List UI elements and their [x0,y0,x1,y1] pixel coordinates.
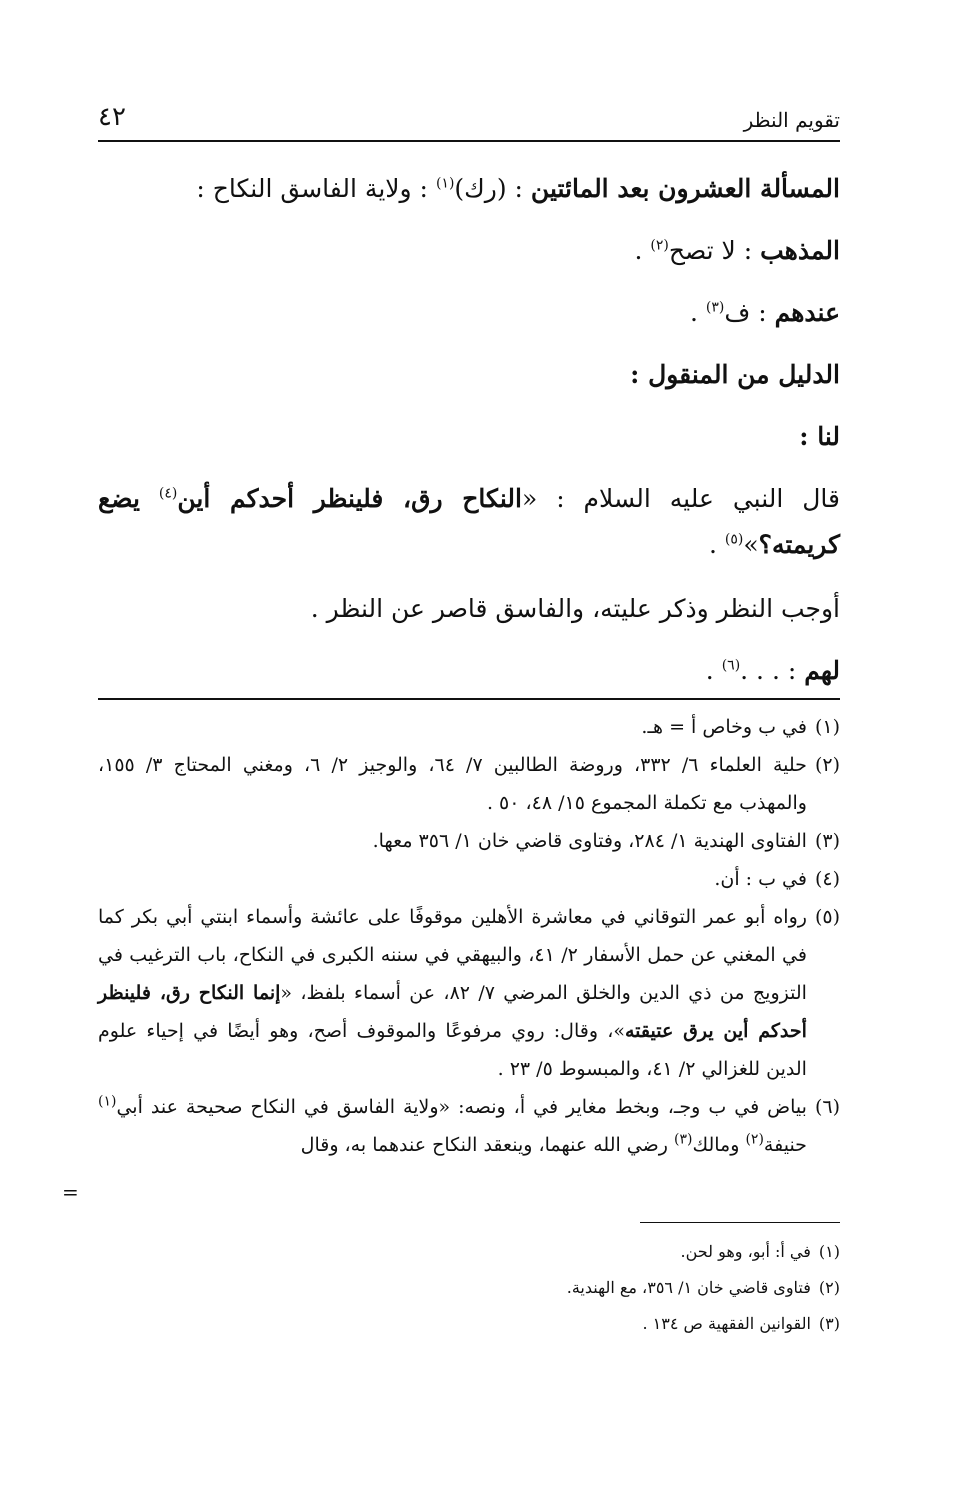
madhhab-label: المذهب [760,236,840,265]
footnote-text-part: بياض في ب وجـ، وبخط مغاير في أ، ونصه: «ولاية الفاسق في النكاح صحيحة عند أبي [116,1096,807,1118]
argument-line: أوجب النظر وذكر عليته، والفاسق قاصر عن النظر . [310,594,840,623]
subnote-text: القوانين الفقهية ص ١٣٤ . [642,1314,811,1333]
footnote-number: (٣) [814,830,840,852]
footnote-text-part: »، وقال: روي مرفوعًا والموقوف أصح، وهو أيضًا في إحياء علوم الدين للغزالي ٢/ ٤١، والمبسوط ٥/ ٢٣ . [98,1020,807,1080]
running-title: تقويم النظر [743,108,840,132]
quote-mark: » [743,530,759,559]
hadith-intro: قال النبي عليه السلام : « [521,484,840,513]
footnote-number: (٢) [814,754,840,776]
footnote-number: (٥) [814,906,840,928]
footnote-text-part: ومالك [692,1134,746,1156]
opponents-label: عندهم [774,298,840,327]
subnote-text: فتاوى قاضي خان ١/ ٣٥٦، مع الهندية. [566,1278,811,1297]
for-them-line [98,640,840,702]
subnote-ref: (٢) [745,1131,764,1148]
page-header [98,92,840,132]
main-text [98,158,840,702]
hadith-text-end: يضع [98,484,140,513]
issue-topic: : ولاية الفاسق النكاح : [196,174,428,203]
page-number: ٤٢ [98,102,126,132]
footnote-ref: (٣) [705,299,725,316]
madhhab-line [98,220,840,282]
issue-code: : (رك) [454,174,523,203]
subnote-rule [640,1222,840,1223]
ellipsis: : . . . [740,656,797,685]
footnote-ref: (٥) [724,531,744,548]
footnote-text: حلية العلماء ٦/ ٣٣٢، وروضة الطالبين ٧/ ٦٤، والوجيز ٢/ ٦، ومغني المحتاج ٣/ ١٥٥، والمهذب مع تكملة المجموع ١٥/ ٤٨، ٥٠ . [98,754,807,814]
footnote-quote: إنما النكاح رق، فلينظر أحدكم أين يرق عتيقته [98,982,807,1042]
hadith-text: النكاح رق، فلينظر أحدكم أين [177,484,522,513]
footnotes [98,708,840,1164]
footnote [98,822,840,860]
opponents-ruling: : ف [724,298,767,327]
footnote-text [98,898,807,1088]
footnote-ref: (٤) [158,485,178,502]
for-us-heading: لنا : [799,422,840,451]
punctuation: . [705,656,714,685]
header-rule [98,140,840,142]
subnote-ref: (٣) [674,1131,693,1148]
footnote-text: الفتاوى الهندية ١/ ٢٨٤، وفتاوى قاضي خان ١/ ٣٥٦ معها. [372,830,807,852]
footnote-number: (٤) [814,868,840,890]
footnote-text-part: رواه أبو عمر التوقاني في معاشرة الأهلين موقوفًا على عائشة وأسماء ابنتي أبي بكر كما في المغني عن حمل الأسفار ٢/ ٤١، والبيهقي في سننه الكبرى في النكاح، باب الترغيب في التزويج من ذي الدين والخلق المرضي ٧/ ٨٢، عن أسماء بلفظ، « [98,906,807,1004]
subnote [98,1270,840,1306]
punctuation: . [709,530,717,559]
footnote-number: (١) [814,716,840,738]
punctuation: . [689,298,698,327]
subnote [98,1234,840,1270]
evidence-heading: الدليل من المنقول : [630,360,840,389]
footnote-text-part: حنيفة [763,1134,807,1156]
subnote-number: (١) [818,1242,840,1261]
punctuation: . [634,236,643,265]
footnote-text: في ب : أن. [714,868,807,890]
subnote [98,1306,840,1342]
footnote-text [98,1088,807,1164]
footnote-ref: (٦) [721,657,741,674]
footnote-ref: (٢) [650,237,669,254]
footnote-number: (٦) [814,1096,840,1118]
subnote-number: (٢) [818,1278,840,1297]
opponents-line [98,282,840,344]
subnote-ref: (١) [98,1093,117,1110]
footnote [98,860,840,898]
footnote [98,708,840,746]
issue-heading [98,158,840,220]
subnote-number: (٣) [818,1314,840,1333]
footnote-text: في ب وخاص أ = هـ. [641,716,807,738]
for-them-label: لهم [804,656,840,685]
madhhab-ruling: : لا تصح [668,236,753,265]
footnote-ref: (١) [435,175,455,192]
issue-title: المسألة العشرون بعد المائتين [530,174,840,203]
continuation-mark: = [62,1180,79,1204]
subnote-text: في أ: أبو، وهو لحن. [680,1242,811,1261]
subnotes [98,1234,840,1342]
footnote-rule [98,698,840,700]
footnote [98,898,840,1088]
footnote-text-part: رضي الله عنهما، وينعقد النكاح عندهما به، وقال [300,1134,674,1156]
footnote [98,1088,840,1164]
footnote [98,746,840,822]
hadith-text-cont: كريمته؟ [758,530,840,559]
